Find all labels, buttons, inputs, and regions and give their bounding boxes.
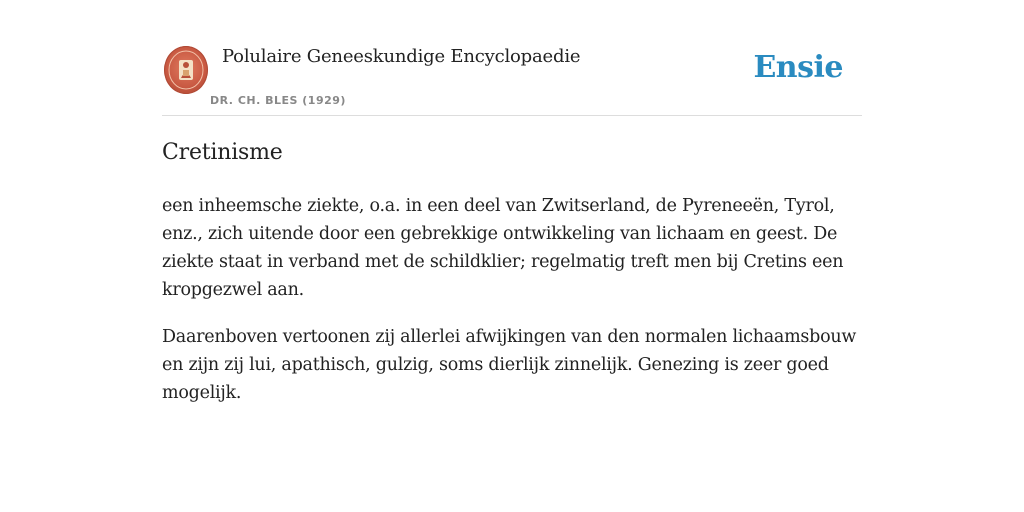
book-header — [162, 0, 862, 116]
entry-paragraph-1: een inheemsche ziekte, o.a. in een deel van Zwitserland, de Pyreneeën, Tyrol, enz., zich uitende door een gebrekkige ontwikkeling van lichaam en geest. De ziekte staat in verband met de schildklier; regelmatig treft men bij Cretins een kropgezwel aan. — [162, 196, 844, 300]
book-cover-icon[interactable] — [164, 46, 208, 94]
ensie-logo[interactable]: Ensie — [753, 50, 843, 85]
book-title[interactable]: Polulaire Geneeskundige Encyclopaedie — [222, 46, 581, 67]
entry-title: Cretinisme — [162, 140, 283, 165]
book-author: DR. CH. BLES (1929) — [210, 94, 346, 107]
entry-paragraph-2: Daarenboven vertoonen zij allerlei afwijkingen van den normalen lichaamsbouw en zijn zij lui, apathisch, gulzig, soms dierlijk zinnelijk. Genezing is zeer goed mogelijk. — [162, 327, 857, 403]
page-container — [162, 0, 862, 512]
